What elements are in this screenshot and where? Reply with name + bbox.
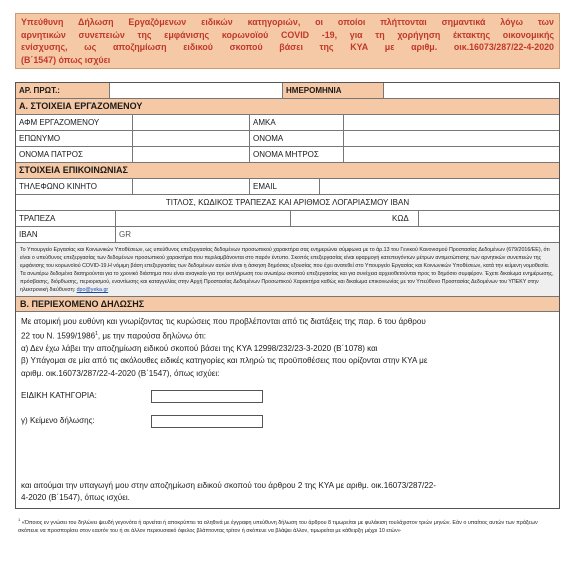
mother-name-label: ΟΝΟΜΑ ΜΗΤΡΟΣ [250, 147, 344, 162]
bank-title-row [16, 195, 559, 211]
email-label: EMAIL [250, 179, 320, 194]
declaration-item-b-line: αριθμ. οικ.16073/287/22-4-2020 (Β΄1547), όπως ισχύει: [21, 368, 220, 378]
declaration-intro-line: 22 του Ν. 1599/1986$^1$, με την παρούσα δηλώνω ότι: [21, 331, 207, 341]
dpo-email-link[interactable]: dpo@yeka.gr [76, 287, 109, 293]
name-label: ΟΝΟΜΑ [250, 131, 344, 146]
father-name-field[interactable] [133, 147, 250, 162]
iban-row [16, 227, 559, 243]
bank-row [16, 211, 559, 227]
afm-label: ΑΦΜ ΕΡΓΑΖΟΜΕΝΟΥ [16, 115, 133, 130]
afm-amka-row [16, 115, 559, 131]
iban-field[interactable]: GR [119, 230, 131, 239]
declaration-text-input[interactable] [151, 415, 263, 428]
bank-field-ext[interactable] [291, 211, 389, 226]
iban-label: IBAN [16, 227, 116, 242]
bank-label: ΤΡΑΠΕΖΑ [16, 211, 116, 226]
header-line: Υπεύθυνη Δήλωση Εργαζόμενων ειδικών κατηγοριών, οι οποίοι πλήττονται σημαντικά λόγω των [21, 17, 554, 27]
section-contact-header [16, 163, 559, 179]
mobile-phone-field[interactable] [133, 179, 250, 194]
special-category-row [21, 390, 554, 403]
name-field[interactable] [344, 131, 559, 146]
date-field[interactable] [384, 83, 559, 98]
phone-email-row [16, 179, 559, 195]
declaration-section-title: Β. ΠΕΡΙΕΧΟΜΕΝΟ ΔΗΛΩΣΗΣ [16, 297, 559, 312]
protocol-number-field[interactable] [110, 83, 283, 98]
parents-row [16, 147, 559, 163]
declaration-body [16, 312, 559, 508]
header-line: (Β΄1547) όπως ισχύει [21, 54, 111, 65]
declaration-closing-line: και αιτούμαι την υπαγωγή μου στην αποζημίωση ειδικού σκοπού του άρθρου 2 της ΚΥΑ με αριθμ. οικ.16073/287/22- [21, 480, 436, 490]
surname-label: ΕΠΩΝΥΜΟ [16, 131, 133, 146]
amka-label: ΑΜΚΑ [250, 115, 344, 130]
protocol-row [16, 83, 559, 99]
declaration-item-a: α) Δεν έχω λάβει την αποζημίωση ειδικού σκοπού βάσει της ΚΥΑ 12998/232/23-3-2020 (Β΄1078) και [21, 344, 378, 354]
surname-name-row [16, 131, 559, 147]
bank-code-field[interactable] [419, 211, 559, 226]
bank-field[interactable] [116, 211, 291, 226]
header-line: ενίσχυσης, ως αποζημίωση ειδικού σκοπού βάσει της ΚΥΑ με αριθμ. οικ.16073/287/22-4-2020 [21, 42, 554, 52]
form-header [15, 13, 560, 69]
footnote-text: «Όποιος εν γνώσει του δηλώνει ψευδή γεγονότα ή αρνείται ή αποκρύπτει τα αληθινά με έγγραφη υπεύθυνη δήλωση του άρθρου 8 τιμωρείται με φυλάκιση τουλάχιστον τριών μηνών. Εάν ο υπαίτιος αυτών των πράξεων σκόπευε να προσπορίσει στον εαυτόν του ή σε άλλον περιουσιακό όφελος βλάπτοντας τρίτον ή σκόπευε να βλάψει άλλον, τιμωρείται με κάθειρξη μέχρι 10 ετών» [18, 519, 538, 534]
bank-code-label: ΚΩΔ [389, 211, 419, 226]
afm-field[interactable] [133, 115, 250, 130]
header-line: αρνητικών συνεπειών της εμφάνισης κορωνοϊού COVID -19, για τη χορήγηση έκτακτης οικονομικής [21, 29, 554, 40]
email-field[interactable] [320, 179, 559, 194]
bank-section-title: ΤΙΤΛΟΣ, ΚΩΔΙΚΟΣ ΤΡΑΠΕΖΑΣ ΚΑΙ ΑΡΙΘΜΟΣ ΛΟΓΑΡΙΑΣΜΟΥ IBAN [165, 198, 410, 207]
special-category-input[interactable] [151, 390, 263, 403]
declaration-closing [21, 480, 554, 504]
section-employee-header [16, 99, 559, 115]
gdpr-notice [16, 243, 559, 297]
amka-field[interactable] [344, 115, 559, 130]
mother-name-field[interactable] [344, 147, 559, 162]
declaration-item-b-line: β) Υπάγομαι σε μία από τις ακόλουθες ειδικές κατηγορίες και πληρώ τις προϋποθέσεις που ορίζονται στην ΚΥΑ με [21, 356, 428, 366]
protocol-number-label: ΑΡ. ΠΡΩΤ.: [16, 83, 110, 98]
footnote-marker: 1 [18, 517, 21, 522]
gdpr-notice-text: Το Υπουργείο Εργασίας και Κοινωνικών Υποθέσεων, ως υπεύθυνος επεξεργασίας δεδομένων προσωπικού χαρακτήρα σας ενημερώνει σύμφωνα με το άρ.13 του Γενικού Κανονισμού Προστασίας Δεδομένων (679/2016/ΕΕ), ότι είναι ο υπεύθυνος επεξεργασίας των δεδομένων προσωπικού χαρακτήρα που περιλαμβάνονται στο παρόν έντυπο. Σκοπός επεξεργασίας είναι εφαρμογή κατεπειγόντων μέτρων αντιμετώπισης των αρνητικών συνεπειών της εμφάνισης του κορωνοϊού COVID-19.Η νόμιμη βάση επεξεργασίας των δεδομένων αυτών είναι η άσκηση δημόσιας εξουσίας που έχει ανατεθεί στο Υπουργείο Εργασίας και Κοινωνικών Υποθέσεων, κατά την κείμενη νομοθεσία. Τα ανωτέρω δεδομένα διατηρούνται για το χρονικό διάστημα που είναι αναγκαίο για την εκπλήρωση του ανωτέρω σκοπού επεξεργασίας και για συνέχεια αρχειοθετούνται προς το δημόσιο συμφέρον. Έχετε δικαίωμα ενημέρωσης, πρόσβασης, διόρθωσης, περιορισμού, εναντίωσης και καταγγελίας στην Αρχή Προστασίας Δεδομένων Προσωπικού Χαρακτήρα καθώς και δικαίωμα επικοινωνίας με τον Υπεύθυνο Προστασίας Δεδομένων του ΥΠΕΚΥ στην ηλεκτρονική διεύθυνση: [20, 247, 554, 293]
section-employee-title: Α. ΣΤΟΙΧΕΙΑ ΕΡΓΑΖΟΜΕΝΟΥ [19, 101, 143, 111]
declaration-intro-line: Με ατομική μου ευθύνη και γνωρίζοντας τις κυρώσεις που προβλέπονται από τις διατάξεις της παρ. 6 του άρθρου [21, 317, 426, 326]
section-contact-title: ΣΤΟΙΧΕΙΑ ΕΠΙΚΟΙΝΩΝΙΑΣ [19, 165, 128, 175]
declaration-text-row [21, 415, 554, 428]
footnote [18, 516, 558, 535]
declaration-closing-line: 4-2020 (Β΄1547), όπως ισχύει. [21, 492, 130, 502]
surname-field[interactable] [133, 131, 250, 146]
date-label: ΗΜΕΡΟΜΗΝΙΑ [283, 83, 384, 98]
mobile-phone-label: ΤΗΛΕΦΩΝΟ ΚΙΝΗΤΟ [16, 179, 133, 194]
father-name-label: ΟΝΟΜΑ ΠΑΤΡΟΣ [16, 147, 133, 162]
application-form [15, 82, 560, 509]
special-category-label: ΕΙΔΙΚΗ ΚΑΤΗΓΟΡΙΑ: [21, 391, 97, 401]
declaration-text-label: γ) Κείμενο δήλωσης: [21, 416, 95, 426]
